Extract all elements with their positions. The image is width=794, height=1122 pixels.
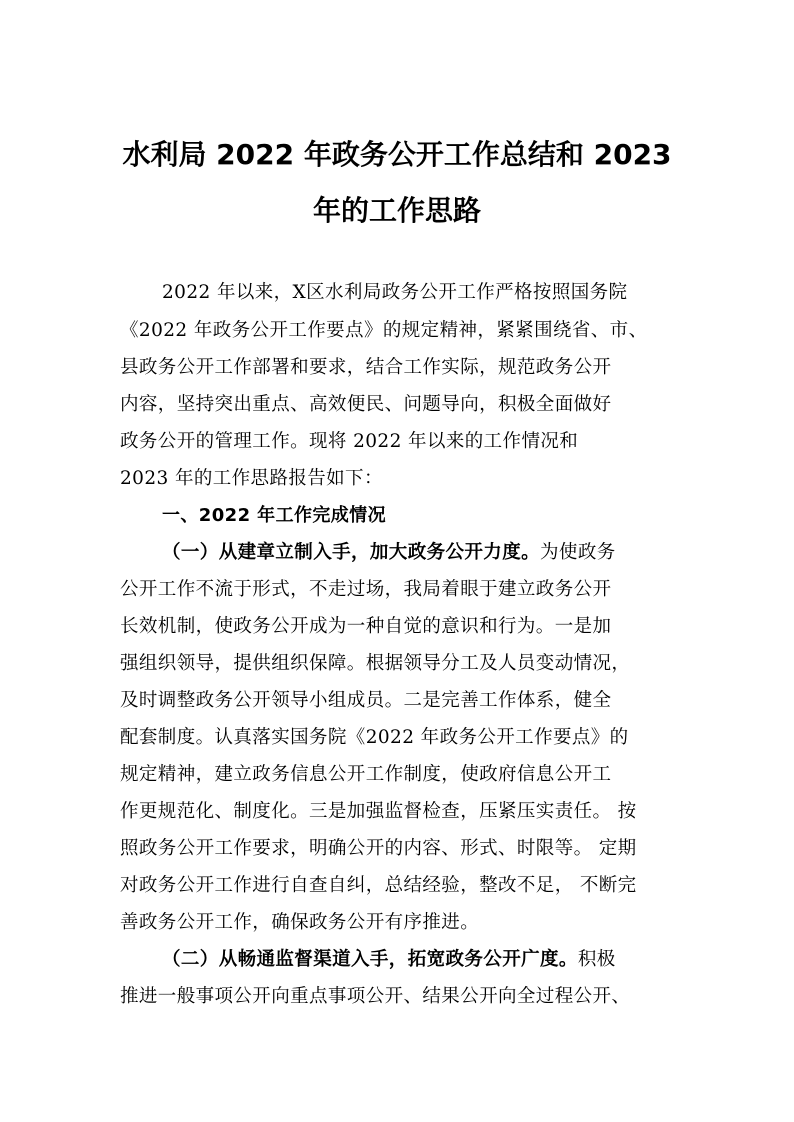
sub1-line-4: 强组织领导，提供组织保障。根据领导分工及人员变动情况， [120, 653, 631, 674]
sub2-line-1 [162, 947, 722, 973]
document-title-line-1: 水利局 2022 年政务公开工作总结和 2023 [122, 138, 672, 171]
intro-line-5: 政务公开的管理工作。现将 2022 年以来的工作情况和 [120, 431, 579, 452]
section-heading: 一、2022 年工作完成情况 [162, 505, 386, 526]
sub1-line-9: 照政务公开工作要求，明确公开的内容、形式、时限等。 定期 [120, 838, 637, 859]
sub2-first-line-rest: 积极 [577, 949, 616, 970]
sub2-lead: （二）从畅通监督渠道入手，拓宽政务公开广度。 [162, 949, 578, 970]
document-title-line-2: 年的工作思路 [312, 194, 481, 227]
sub1-line-8: 作更规范化、制度化。三是加强监督检查，压紧压实责任。 按 [120, 801, 637, 822]
sub1-first-line-rest: 为使政务 [540, 542, 616, 563]
intro-line-3: 县政务公开工作部署和要求，结合工作实际，规范政务公开 [120, 357, 612, 378]
intro-line-1: 2022 年以来，X区水利局政务公开工作严格按照国务院 [162, 282, 628, 303]
sub1-line-7: 规定精神，建立政务信息公开工作制度，使政府信息公开工 [120, 764, 612, 785]
sub2-line-2: 推进一般事项公开向重点事项公开、结果公开向全过程公开、 [120, 986, 631, 1007]
sub1-line-5: 及时调整政务公开领导小组成员。二是完善工作体系，健全 [120, 690, 612, 711]
sub1-line-2: 公开工作不流于形式，不走过场，我局着眼于建立政务公开 [120, 579, 612, 600]
sub1-line-11: 善政务公开工作，确保政务公开有序推进。 [120, 912, 480, 933]
sub1-line-10: 对政务公开工作进行自查自纠，总结经验，整改不足， 不断完 [120, 875, 637, 896]
intro-line-2: 《2022 年政务公开工作要点》的规定精神，紧紧围绕省、市、 [120, 320, 648, 341]
intro-line-6: 2023 年的工作思路报告如下： [120, 468, 383, 489]
intro-line-4: 内容，坚持突出重点、高效便民、问题导向，积极全面做好 [120, 394, 612, 415]
sub1-line-1 [162, 540, 722, 566]
sub1-line-6: 配套制度。认真落实国务院《2022 年政务公开工作要点》的 [120, 727, 629, 748]
sub1-line-3: 长效机制，使政务公开成为一种自觉的意识和行为。一是加 [120, 616, 612, 637]
sub1-lead: （一）从建章立制入手，加大政务公开力度。 [162, 542, 541, 563]
